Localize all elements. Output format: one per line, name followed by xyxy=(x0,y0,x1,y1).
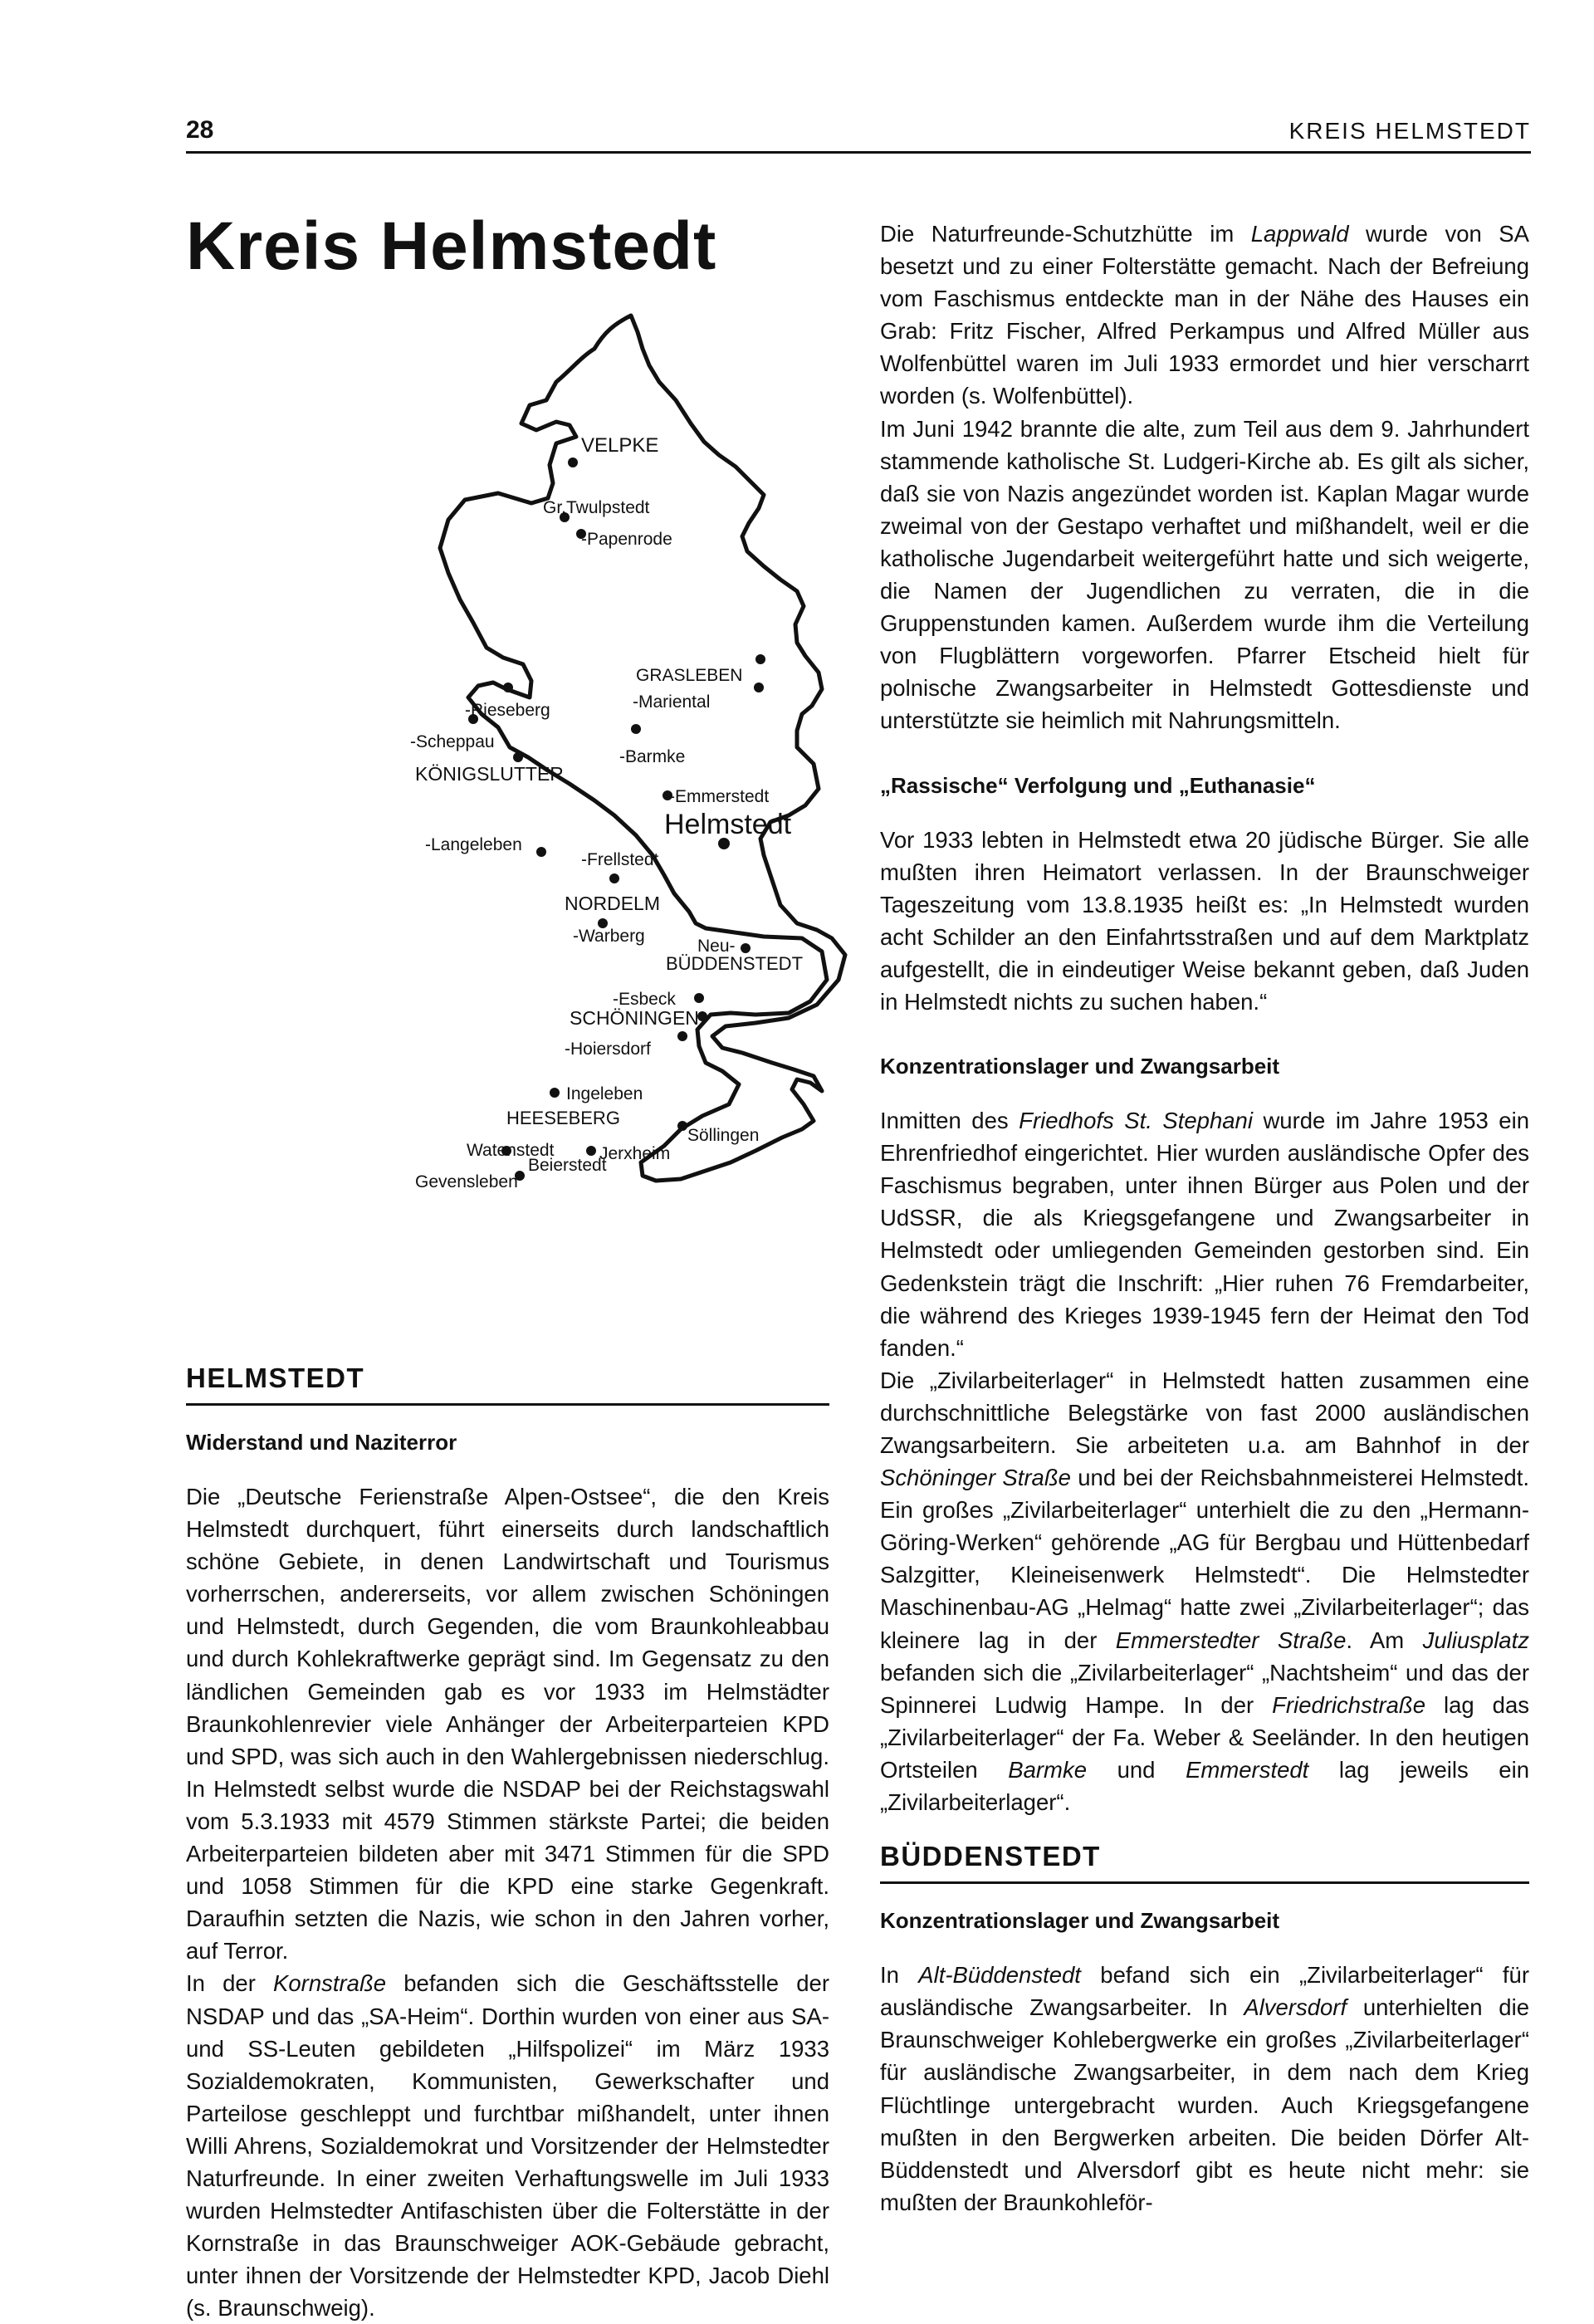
dot-esbeck xyxy=(694,993,704,1003)
label-velpke: VELPKE xyxy=(581,434,659,457)
section-rule xyxy=(880,1881,1529,1884)
label-helmstedt: Helmstedt xyxy=(664,809,792,840)
label-sollingen: Söllingen xyxy=(687,1126,760,1145)
label-rieseberg: -Rieseberg xyxy=(465,701,550,720)
label-twulpstedt: Gr.Twulpstedt xyxy=(543,498,650,517)
paragraph-ludgeri: Im Juni 1942 brannte die alte, zum Teil aus dem 9. Jahrhundert stammende katholische St. Ludgeri-Kirche ab. Es gilt als sicher, daß sie von Nazis angezündet worden ist. Kaplan Magar wurde zweimal von der Gestapo verhaftet und mißhandelt, weil er die katholische Jugendarbeit weitergeführt hatte und sich weigerte, die Namen der Jugendlichen zu verraten, die in die Gruppenstunden kamen. Außerdem wurde ihm die Verteilung von Flugblättern vorgeworfen. Pfarrer Etscheid hielt für polnische Zwangsarbeiter in Helmstedt Gottesdienste und unterstützte sie heimlich mit Nahrungsmitteln. xyxy=(880,415,1529,734)
label-heeseberg: HEESEBERG xyxy=(506,1108,620,1128)
dot-mariental xyxy=(754,683,764,692)
paragraph-zivilarbeiterlager: Die „Zivilarbeiterlager“ in Helmstedt hatten zusammen eine durchschnittliche Belegstärke von fast 2000 ausländischen Zwangsarbeitern. Sie arbeiteten u.a. am Bahnhof in der Schöninger Straße und bei der Reichsbahnmeisterei Helmstedt. Ein großes „Zivilarbeiterlager“ unterhielt die zu den „Hermann-Göring-Werken“ gehörende „AG für Bergbau und Hüttenbedarf Salzgitter, Kleineisenwerk Helmstedt“. Die Helmstedter Maschinenbau-AG „Helmag“ hatte zwei „Zivilarbeiterlager“; das kleinere lag in der Emmerstedter Straße. Am Juliusplatz befanden sich die „Zivilarbeiterlager“ „Nachtsheim“ und das der Spinnerei Ludwig Hampe. In der Friedrichstraße lag das „Zivilarbeiterlager“ der Fa. Weber & Seeländer. In den heutigen Ortsteilen Barmke und Emmerstedt lag jeweils ein „Zivilarbeiterlager“. xyxy=(880,1367,1529,1816)
dot-grasleben xyxy=(755,654,765,664)
subheading-konzentrationslager-bueddenstedt: Konzentrationslager und Zwangsarbeit xyxy=(880,1908,1280,1934)
label-langeleben: -Langeleben xyxy=(425,835,522,854)
dot-neu-bueddenstedt xyxy=(741,943,751,953)
dot-velpke xyxy=(568,457,578,467)
dot-hoiersdorf xyxy=(677,1031,687,1041)
dot-barmke xyxy=(631,724,641,734)
dot-jerxheim xyxy=(586,1146,596,1156)
label-papenrode: -Papenrode xyxy=(581,530,672,549)
dot-langeleben xyxy=(536,847,546,857)
page-header xyxy=(186,116,1531,153)
label-grasleben: GRASLEBEN xyxy=(636,666,743,685)
dot-ingeleben xyxy=(550,1088,560,1098)
dot-koenigslutter xyxy=(513,752,523,762)
label-gevensleben: Gevensleben xyxy=(415,1172,518,1191)
right-column xyxy=(880,218,1529,2219)
page-title: Kreis Helmstedt xyxy=(186,208,717,284)
label-ingeleben: Ingeleben xyxy=(566,1084,643,1103)
label-emmerstedt: -Emmerstedt xyxy=(669,787,770,806)
paragraph-lappwald: Die Naturfreunde-Schutzhütte im Lappwald wurde von SA besetzt und zu einer Folterstätte gemacht. Nach der Befreiung vom Faschismus entdeckte man in der Nähe des Hauses ein Grab: Fritz Fischer, Alfred Perkampus und Alfred Müller aus Wolfenbüttel waren im Juli 1933 ermordet und hier verscharrt worden (s. Wolfenbüttel). xyxy=(880,221,1529,409)
section-heading-bueddenstedt: BÜDDENSTEDT xyxy=(880,1841,1101,1872)
label-koenigslutter: KÖNIGSLUTTER xyxy=(415,763,564,785)
page-number: 28 xyxy=(186,116,214,144)
subheading-rassische-verfolgung: „Rassische“ Verfolgung und „Euthanasie“ xyxy=(880,772,1316,798)
district-map xyxy=(407,299,855,1229)
label-barmke: -Barmke xyxy=(619,747,686,766)
paragraph-juedische-buerger: Vor 1933 lebten in Helmstedt etwa 20 jüdische Bürger. Sie alle mußten ihren Heimatort verlassen. In der Braunschweiger Tageszeitung vom 13.8.1935 heißt es: „In Helmstedt wurden acht Schilder an den Einfahrtsstraßen und auf dem Marktplatz aufgestellt, die in eindeutiger Weise bekannt geben, daß Juden in Helmstedt nichts zu suchen haben.“ xyxy=(880,826,1529,1015)
left-column xyxy=(186,1362,829,2324)
running-title: KREIS HELMSTEDT xyxy=(1288,118,1531,144)
label-jerxheim: Jerxheim xyxy=(599,1144,671,1163)
dot-sollingen xyxy=(677,1121,687,1131)
section-heading-helmstedt: HELMSTEDT xyxy=(186,1363,365,1393)
label-schoeningen: SCHÖNINGEN xyxy=(570,1007,699,1029)
section-rule xyxy=(186,1403,829,1406)
label-watenstedt: Watenstedt xyxy=(467,1141,555,1160)
label-scheppau: -Scheppau xyxy=(410,732,495,751)
label-esbeck: -Esbeck xyxy=(613,990,676,1009)
paragraph-ehrenfriedhof: Inmitten des Friedhofs St. Stephani wurde im Jahre 1953 ein Ehrenfriedhof eingerichtet. Hier wurden ausländische Opfer des Faschismus begraben, unter ihnen Bürger aus Polen und der UdSSR, die als Kriegsgefangene und Zwangsarbeiter in Helmstedt oder umliegenden Gemeinden gestorben sind. Ein Gedenkstein trägt die Inschrift: „Hier ruhen 76 Fremdarbeiter, die während des Krieges 1939-1945 fern der Heimat den Tod fanden.“ xyxy=(880,1108,1529,1361)
label-beierstedt: Beierstedt xyxy=(528,1156,607,1175)
label-bueddenstedt: BÜDDENSTEDT xyxy=(666,953,804,974)
label-hoiersdorf: -Hoiersdorf xyxy=(565,1040,651,1059)
subheading-konzentrationslager: Konzentrationslager und Zwangsarbeit xyxy=(880,1054,1280,1079)
paragraph-kornstrasse: In der Kornstraße befanden sich die Geschäftsstelle der NSDAP und das „SA-Heim“. Dorthin wurden von einer aus SA- und SS-Leuten gebildeten „Hilfspolizei“ im März 1933 Sozialdemokraten, Kommunisten, Gewerkschafter und Parteilose geschleppt und furchtbar mißhandelt, unter ihnen Willi Ahrens, Sozialdemokrat und Vorsitzender der Helmstedter Naturfreunde. In einer zweiten Verhaftungswelle im Juli 1933 wurden Helmstedter Antifaschisten über die Folterstätte in der Kornstraße in das Braunschweiger AOK-Gebäude gebracht, unter ihnen der Vorsitzende der Helmstedter KPD, Jacob Diehl (s. Braunschweig). xyxy=(186,1970,829,2322)
label-mariental: -Mariental xyxy=(633,692,711,712)
subheading-widerstand: Widerstand und Naziterror xyxy=(186,1430,457,1455)
paragraph-ferienstrasse: Die „Deutsche Ferienstraße Alpen-Ostsee“, die den Kreis Helmstedt durchquert, führt einerseits durch landschaftlich schöne Gebiete, in denen Landwirtschaft und Tourismus vorherrschen, andererseits, vor allem zwischen Schöningen und Helmstedt, durch Gegenden, die vom Braunkohleabbau und durch Kohlekraftwerke geprägt sind. Im Gegensatz zu den ländlichen Gemeinden gab es vor 1933 im Helmstädter Braunkohlenrevier viele Anhänger der Arbeiterparteien KPD und SPD, was sich auch in den Wahlergebnissen niederschlug. In Helmstedt selbst wurde die NSDAP bei der Reichstagswahl vom 5.3.1933 mit 4579 Stimmen stärkste Partei; die beiden Arbeiterparteien bildeten aber mit 3471 Stimmen für die SPD und 1058 Stimmen für die KPD eine starke Gegenkraft. Daraufhin setzten die Nazis, wie schon in den Jahren vorher, auf Terror. xyxy=(186,1484,829,1964)
label-warberg: -Warberg xyxy=(573,927,645,946)
paragraph-alt-bueddenstedt: In Alt-Büddenstedt befand sich ein „Zivilarbeiterlager“ für ausländische Zwangsarbeiter. In Alversdorf unterhielten die Braunschweiger Kohlebergwerke ein großes „Zivilarbeiterlager“ für ausländische Zwangsarbeiter, in dem nach dem Krieg Flüchtlinge untergebracht wurden. Auch Kriegsgefangene mußten in den Bergwerken arbeiten. Die beiden Dörfer Alt-Büddenstedt und Alversdorf gibt es heute nicht mehr: sie mußten der Braunkohleför- xyxy=(880,1962,1529,2215)
dot-rieseberg xyxy=(503,683,513,692)
dot-frellstedt xyxy=(609,873,619,883)
label-nordelm: NORDELM xyxy=(565,893,661,914)
label-neu: Neu- xyxy=(697,937,736,956)
header-rule xyxy=(186,151,1531,154)
label-frellstedt: -Frellstedt xyxy=(581,850,659,869)
